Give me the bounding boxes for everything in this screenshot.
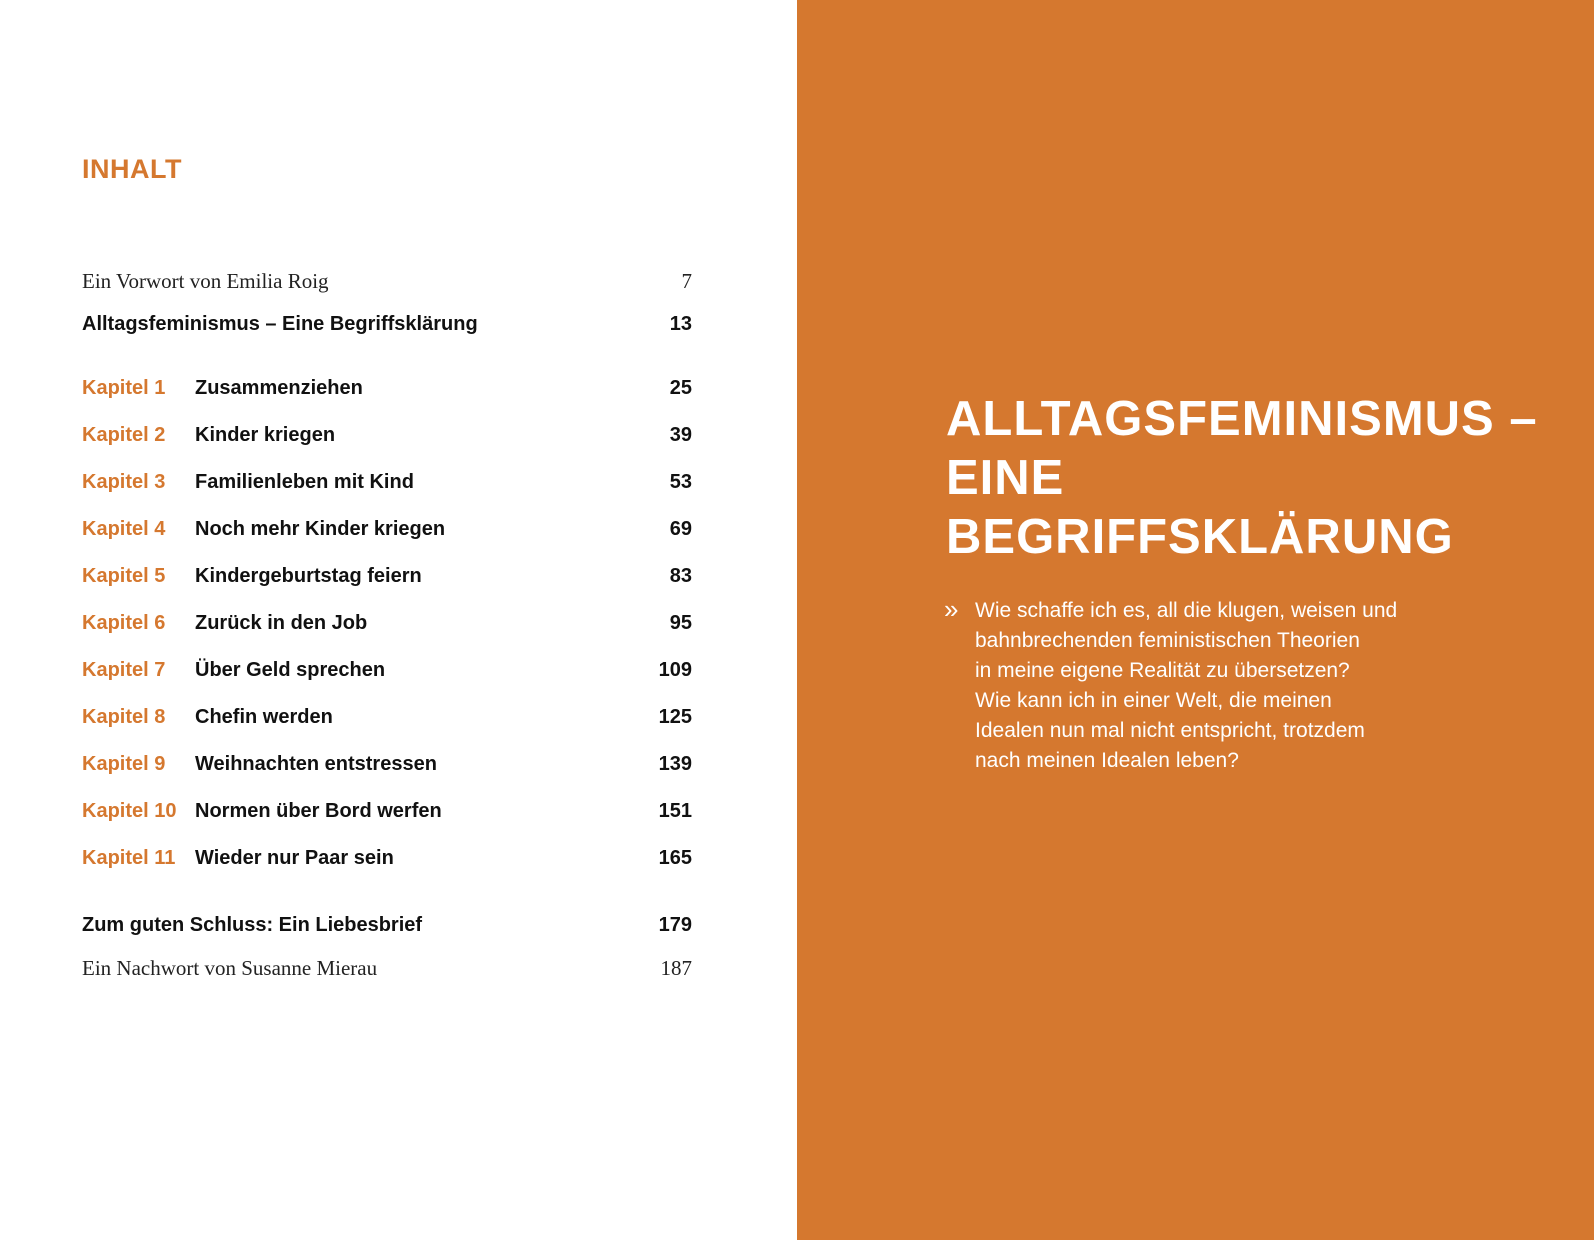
chapter-title: Chefin werden (195, 706, 333, 728)
chapter-opener-title (946, 390, 1566, 567)
chapter-label: Kapitel 7 (82, 659, 166, 681)
toc-entry-title: Zum guten Schluss: Ein Liebesbrief (82, 914, 423, 936)
chapter-page: 69 (669, 518, 692, 540)
toc-entry-introduction (82, 308, 692, 340)
toc-entry-title: Alltagsfeminismus – Eine Begriffsklärung (82, 313, 478, 335)
chapter-label: Kapitel 3 (82, 471, 166, 493)
toc-chapter-7 (82, 654, 692, 686)
chapter-page: 53 (669, 471, 692, 493)
chapter-title-line: BEGRIFFSKLÄRUNG (946, 510, 1454, 564)
intro-line: Wie schaffe ich es, all die klugen, weisen und (975, 599, 1398, 622)
toc-entry-title: Ein Vorwort von Emilia Roig (82, 269, 329, 293)
toc-entry-page: 7 (681, 269, 692, 293)
chapter-page: 25 (669, 377, 692, 399)
chapter-title: Kinder kriegen (195, 424, 336, 446)
toc-entry-foreword (82, 265, 692, 297)
chapter-page: 83 (669, 565, 692, 587)
chapter-page: 165 (658, 847, 692, 869)
chapter-label: Kapitel 10 (82, 800, 177, 822)
chapter-label: Kapitel 1 (82, 377, 166, 399)
chapter-title: Familienleben mit Kind (195, 471, 414, 493)
toc-chapter-4 (82, 513, 692, 545)
toc-entry-closing (82, 909, 692, 941)
chapter-title: Noch mehr Kinder kriegen (195, 518, 446, 540)
chapter-label: Kapitel 5 (82, 565, 166, 587)
chapter-label: Kapitel 2 (82, 424, 166, 446)
toc-chapter-1 (82, 372, 692, 404)
toc-chapter-10 (82, 795, 692, 827)
chapter-label: Kapitel 8 (82, 706, 166, 728)
chapter-title: Zusammenziehen (195, 377, 363, 399)
chapter-page: 139 (658, 753, 692, 775)
chapter-title: Wieder nur Paar sein (195, 847, 394, 869)
chapter-page: 109 (658, 659, 692, 681)
toc-entry-title: Ein Nachwort von Susanne Mierau (82, 956, 378, 980)
chapter-page: 125 (658, 706, 692, 728)
chapter-title-line: ALLTAGSFEMINISMUS – (946, 392, 1538, 446)
toc-entry-afterword (82, 952, 692, 984)
toc-entry-page: 179 (658, 914, 692, 936)
toc-entry-page: 13 (669, 313, 692, 335)
chapter-label: Kapitel 6 (82, 612, 166, 634)
toc-chapter-11 (82, 842, 692, 874)
chapter-label: Kapitel 11 (82, 847, 176, 869)
toc-chapter-2 (82, 419, 692, 451)
intro-line: Idealen nun mal nicht entspricht, trotzdem (975, 719, 1365, 742)
chapter-title: Kindergeburtstag feiern (195, 565, 422, 587)
toc-heading: INHALT (82, 154, 182, 184)
toc-chapter-3 (82, 466, 692, 498)
intro-line: Wie kann ich in einer Welt, die meinen (975, 689, 1332, 712)
toc-chapter-6 (82, 607, 692, 639)
toc-chapter-9 (82, 748, 692, 780)
chapter-page: 39 (669, 424, 692, 446)
chapter-title-line: EINE (946, 451, 1065, 505)
intro-line: nach meinen Idealen leben? (975, 749, 1239, 772)
toc-chapter-5 (82, 560, 692, 592)
chapter-label: Kapitel 4 (82, 518, 166, 540)
intro-line: in meine eigene Realität zu übersetzen? (975, 659, 1350, 682)
chapter-label: Kapitel 9 (82, 753, 166, 775)
toc-entry-page: 187 (660, 956, 692, 980)
chapter-page: 95 (669, 612, 692, 634)
chapter-title: Zurück in den Job (195, 612, 368, 634)
chapter-title: Normen über Bord werfen (195, 800, 442, 822)
chapter-title: Über Geld sprechen (195, 659, 386, 681)
chapter-page: 151 (658, 800, 692, 822)
guillemet-quote-icon: » (944, 594, 959, 624)
toc-chapter-8 (82, 701, 692, 733)
intro-line: bahnbrechenden feministischen Theorien (975, 629, 1360, 652)
chapter-intro-text (975, 596, 1535, 776)
chapter-title: Weihnachten entstressen (195, 753, 437, 775)
